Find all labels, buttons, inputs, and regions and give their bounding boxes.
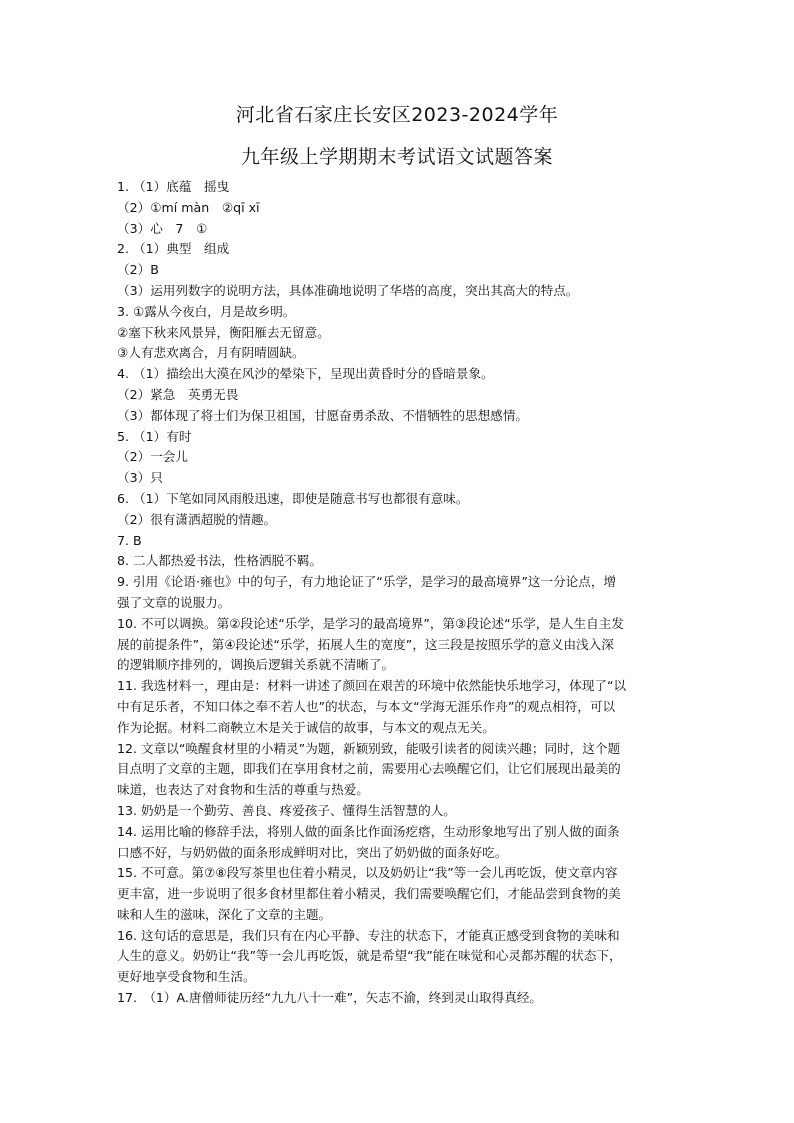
answer-line: 9. 引用《论语·雍也》中的句子，有力地论证了“乐学，是学习的最高境界”这一分论点，增 <box>117 574 617 590</box>
answer-line: 17. （1）A.唐僧师徒历经“九九八十一难”，矢志不渝，终到灵山取得真经。 <box>117 990 542 1006</box>
answer-line: 作为论据。材料二商鞅立木是关于诚信的故事，与本文的观点无关。 <box>117 719 495 735</box>
answer-line: （2）①mí màn ②qī xī <box>117 199 260 215</box>
answer-line: （2）很有潇洒超脱的情趣。 <box>117 511 277 527</box>
answer-line: 1. （1）底蕴 摇曳 <box>117 179 230 194</box>
answer-line: 7. B <box>117 532 142 548</box>
answer-line: 16. 这句话的意思是，我们只有在内心平静、专注的状态下，才能真正感受到食物的美味和 <box>117 927 620 943</box>
answer-line: 3. ①露从今夜白，月是故乡明。 <box>117 303 296 319</box>
answer-line: 味道，也表达了对食物和生活的尊重与热爱。 <box>117 782 369 798</box>
answer-line: 中有足乐者，不知口体之奉不若人也”的状态，与本文“学海无涯乐作舟”的观点相符，可以 <box>117 698 616 714</box>
answer-line: （3）运用列数字的说明方法，具体准确地说明了华塔的高度，突出其高大的特点。 <box>117 282 579 298</box>
answer-line: 更好地享受食物和生活。 <box>117 969 256 985</box>
answer-line: 的逻辑顺序排列的，调换后逻辑关系就不清晰了。 <box>117 657 395 673</box>
answer-line: （3）都体现了将士们为保卫祖国，甘愿奋勇杀敌、不惜牺牲的思想感情。 <box>117 407 529 423</box>
answer-list <box>117 177 682 1009</box>
answer-line: 14. 运用比喻的修辞手法，将别人做的面条比作面汤疙瘩，生动形象地写出了别人做的面条 <box>117 823 620 839</box>
answer-line: 8. 二人都热爱书法，性格洒脱不羁。 <box>117 553 322 569</box>
answer-line: 人生的意义。奶奶让“我”等一会儿再吃饭，就是希望“我”能在味觉和心灵都苏醒的状态下， <box>117 948 622 964</box>
answer-line: （2）B <box>117 262 159 278</box>
document-title-line-1: 河北省石家庄长安区2023-2024学年 <box>235 104 559 126</box>
answer-line: ③人有悲欢离合，月有阴晴圆缺。 <box>117 345 305 361</box>
answer-line: 味和人生的滋味，深化了文章的主题。 <box>117 906 332 922</box>
answer-line: 10. 不可以调换。第②段论述“乐学，是学习的最高境界”，第③段论述“乐学，是人生自主发 <box>117 615 624 631</box>
answer-line: 口感不好，与奶奶做的面条形成鲜明对比，突出了奶奶做的面条好吃。 <box>117 844 508 860</box>
answer-line: 11. 我选材料一，理由是：材料一讲述了颜回在艰苦的环境中依然能快乐地学习，体现了“以 <box>117 678 627 694</box>
answer-line: 目点明了文章的主题，即我们在享用食材之前，需要用心去唤醒它们，让它们展现出最美的 <box>117 761 621 777</box>
answer-line: 4. （1）描绘出大漠在风沙的晕染下，呈现出黄昏时分的昏暗景象。 <box>117 366 494 382</box>
answer-line: 2. （1）典型 组成 <box>117 241 230 257</box>
answer-line: 5. （1）有时 <box>117 428 192 444</box>
answer-line: （2）紧急 英勇无畏 <box>117 386 239 402</box>
answer-line: （3）只 <box>117 470 163 486</box>
answer-line: （2）一会儿 <box>117 449 188 465</box>
answer-line: 更丰富，进一步说明了很多食材里都住着小精灵，我们需要唤醒它们，才能品尝到食物的美 <box>117 886 621 902</box>
answer-line: 强了文章的说服力。 <box>117 594 231 610</box>
answer-line: （3）心 7 ① <box>117 220 208 236</box>
answer-line: 13. 奶奶是一个勤劳、善良、疼爱孩子、懂得生活智慧的人。 <box>117 802 456 818</box>
document-title-line-2: 九年级上学期期末考试语文试题答案 <box>240 146 553 168</box>
answer-line: 6. （1）下笔如同风雨般迅速，即使是随意书写也都很有意味。 <box>117 490 469 506</box>
answer-line: 15. 不可意。第⑦⑧段写茶里也住着小精灵，以及奶奶让“我”等一会儿再吃饭，使文章内容 <box>117 865 618 881</box>
answer-line: 展的前提条件”，第④段论述“乐学，拓展人生的宽度”，这三段是按照乐学的意义由浅入深 <box>117 636 614 652</box>
answer-line: ②塞下秋来风景异，衡阳雁去无留意。 <box>117 324 330 340</box>
answer-line: 12. 文章以“唤醒食材里的小精灵”为题，新颖别致，能吸引读者的阅读兴趣；同时，这个题 <box>117 740 621 756</box>
